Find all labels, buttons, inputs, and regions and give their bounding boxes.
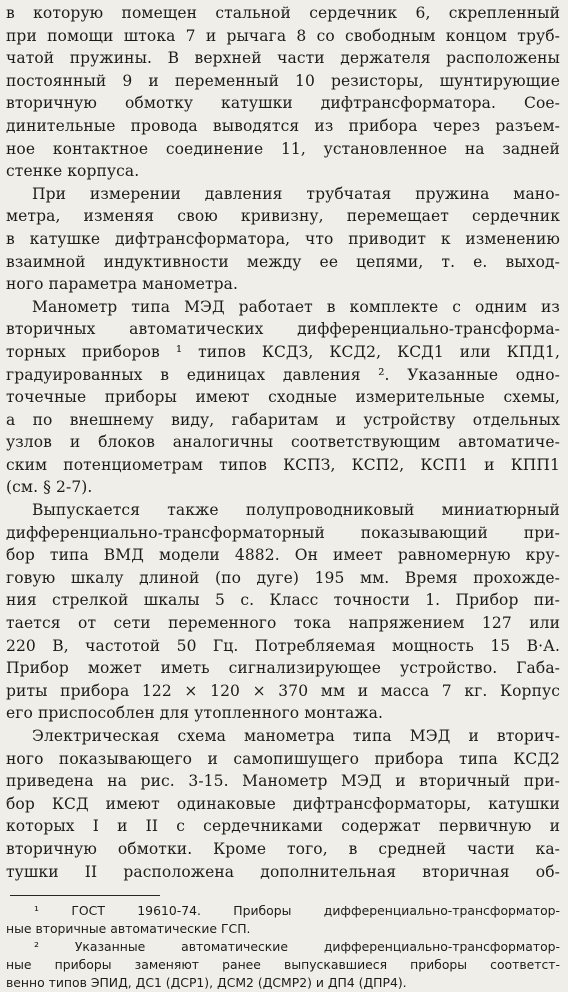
text-line: говую шкалу длиной (по дуге) 195 мм. Время прохожде- bbox=[6, 568, 560, 587]
text-line: при помощи штока 7 и рычага 8 со свободным концом труб- bbox=[6, 26, 560, 45]
text-line: вторичных автоматических дифференциально-трансформа- bbox=[6, 320, 560, 339]
text-line: стенке корпуса. bbox=[6, 162, 140, 181]
footnotes bbox=[6, 902, 560, 992]
text-line: динительные провода выводятся из прибора через разъем- bbox=[6, 116, 560, 135]
text-line: вторичную обмотки. Кроме того, в средней части ка- bbox=[6, 839, 560, 858]
text-line: метра, изменяя свою кривизну, перемещает сердечник bbox=[6, 207, 560, 226]
text-line: ное контактное соединение 11, установленное на задней bbox=[6, 139, 560, 158]
footnote-line: ные вторичные автоматические ГСП. bbox=[6, 921, 251, 937]
text-line: тушки II расположена дополнительная вторичная об- bbox=[6, 862, 560, 881]
text-line: тается от сети переменного тока напряжением 127 или bbox=[6, 614, 560, 633]
body-text bbox=[6, 2, 560, 883]
text-line: дифференциально-трансформаторный показывающий при- bbox=[6, 523, 560, 542]
text-line: в которую помещен стальной сердечник 6, скрепленный bbox=[6, 4, 560, 22]
text-line: риты прибора 122 × 120 × 370 мм и масса 7 кг. Корпус bbox=[6, 681, 560, 700]
text-line: его приспособлен для утопленного монтажа. bbox=[6, 704, 384, 723]
text-line: ским потенциометрам типов КСПЗ, КСП2, КСП1 и КПП1 bbox=[6, 455, 560, 474]
text-line: градуированных в единицах давления ². Указанные одно- bbox=[6, 365, 560, 384]
text-line: вторичную обмотку катушки дифтрансформатора. Сое- bbox=[6, 94, 560, 113]
text-line: приведена на рис. 3-15. Манометр МЭД и вторичный при- bbox=[6, 772, 560, 791]
footnote-line: ² Указанные автоматические дифференциально-трансформатор- bbox=[34, 939, 560, 955]
text-line: постоянный 9 и переменный 10 резисторы, шунтирующие bbox=[6, 71, 560, 90]
text-line: узлов и блоков аналогичны соответствующим автоматиче- bbox=[6, 433, 560, 452]
text-line: ного параметра манометра. bbox=[6, 275, 239, 294]
text-line: ния стрелкой шкалы 5 с. Класс точности 1. Прибор пи- bbox=[6, 591, 560, 610]
text-line: которых I и II с сердечниками содержат первичную и bbox=[6, 817, 560, 836]
text-line: торных приборов ¹ типов КСДЗ, КСД2, КСД1 или КПД1, bbox=[6, 342, 560, 361]
text-line: (см. § 2-7). bbox=[6, 478, 93, 497]
text-line: а по внешнему виду, габаритам и устройству отдельных bbox=[6, 410, 560, 429]
text-line: Выпускается также полупроводниковый миниатюрный bbox=[32, 501, 560, 520]
footnote-line: ¹ ГОСТ 19610-74. Приборы дифференциально-трансформатор- bbox=[34, 903, 560, 919]
text-line: точечные приборы имеют сходные измерительные схемы, bbox=[6, 388, 560, 407]
text-line: в катушке дифтрансформатора, что приводит к изменению bbox=[6, 229, 560, 248]
text-line: 220 В, частотой 50 Гц. Потребляемая мощность 15 В·А. bbox=[6, 636, 560, 655]
footnote-line: венно типов ЭПИД, ДС1 (ДСР1), ДСМ2 (ДСМР2) и ДП4 (ДПР4). bbox=[6, 975, 407, 991]
text-line: Прибор может иметь сигнализирующее устройство. Габа- bbox=[6, 659, 560, 678]
footnote-line: ные приборы заменяют ранее выпускавшиеся приборы соответст- bbox=[6, 957, 560, 973]
text-line: взаимной индуктивности между ее цепями, т. е. выход- bbox=[6, 252, 560, 271]
text-line: чатой пружины. В верхней части держателя расположены bbox=[6, 49, 560, 68]
text-line: бор КСД имеют одинаковые дифтрансформаторы, катушки bbox=[6, 794, 560, 813]
footnote-separator bbox=[10, 895, 160, 896]
text-line: бор типа ВМД модели 4882. Он имеет равномерную кру- bbox=[6, 546, 560, 565]
text-line: ного показывающего и самопишущего прибора типа КСД2 bbox=[6, 749, 560, 768]
text-line: Манометр типа МЭД работает в комплекте с одним из bbox=[32, 297, 560, 316]
text-line: Электрическая схема манометра типа МЭД и вторич- bbox=[32, 727, 560, 745]
text-line: При измерении давления трубчатая пружина мано- bbox=[32, 184, 560, 203]
